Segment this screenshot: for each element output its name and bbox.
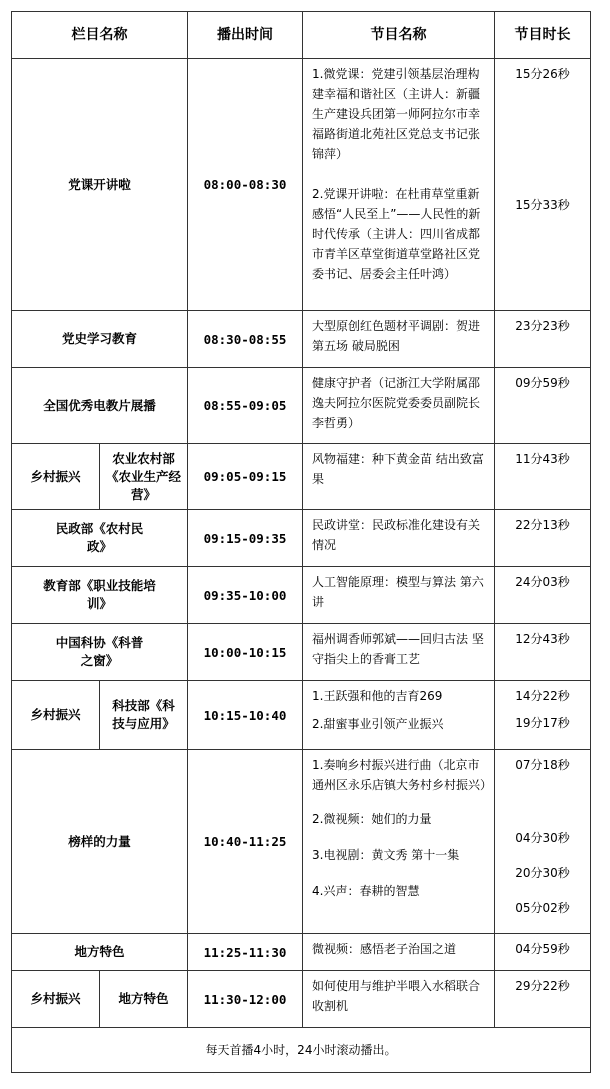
table-row (12, 971, 591, 1028)
program-cell (303, 59, 495, 311)
table-row (12, 510, 591, 567)
duration-item: 04分30秒 (515, 831, 570, 845)
broadcast-time: 08:55-09:05 (188, 368, 303, 444)
column-name: 地方特色 (12, 934, 188, 971)
duration-item: 15分26秒 (515, 67, 570, 81)
duration: 09分59秒 (495, 368, 591, 444)
column-name: 榜样的力量 (12, 750, 188, 934)
header-broadcast-time: 播出时间 (188, 12, 303, 59)
footer-row (12, 1028, 591, 1073)
broadcast-time: 09:05-09:15 (188, 444, 303, 510)
broadcast-time: 10:00-10:15 (188, 624, 303, 681)
program-name: 福州调香师郭斌——回归古法 坚守指尖上的香膏工艺 (303, 624, 495, 681)
table-row (12, 444, 591, 510)
table-row (12, 750, 591, 934)
program-name: 如何使用与维护半喂入水稻联合收割机 (303, 971, 495, 1028)
column-name: 党课开讲啦 (12, 59, 188, 311)
program-item: 3.电视剧：黄文秀 第十一集 (312, 848, 460, 862)
duration: 11分43秒 (495, 444, 591, 510)
program-item: 4.兴声：春耕的智慧 (312, 884, 420, 898)
column-name: 全国优秀电教片展播 (12, 368, 188, 444)
broadcast-time: 11:25-11:30 (188, 934, 303, 971)
sub-column-name: 农业农村部《农业生产经营》 (100, 444, 188, 510)
program-item: 1.奏响乡村振兴进行曲（北京市通州区永乐店镇大务村乡村振兴） (312, 758, 493, 792)
duration: 24分03秒 (495, 567, 591, 624)
header-program-name: 节目名称 (303, 12, 495, 59)
duration-item: 07分18秒 (515, 758, 570, 772)
duration: 23分23秒 (495, 311, 591, 368)
duration: 29分22秒 (495, 971, 591, 1028)
duration: 22分13秒 (495, 510, 591, 567)
schedule-table (11, 11, 591, 1073)
program-item: 2.党课开讲啦：在杜甫草堂重新感悟“人民至上”——人民性的新时代传承（主讲人：四川省成都市青羊区草堂街道草堂路社区党委书记、居委会主任叶鸿） (312, 187, 481, 281)
header-duration: 节目时长 (495, 12, 591, 59)
table-row (12, 567, 591, 624)
duration-item: 19分17秒 (515, 716, 570, 730)
program-name: 人工智能原理：模型与算法 第六讲 (303, 567, 495, 624)
sub-column-name: 科技部《科技与应用》 (100, 681, 188, 750)
schedule-table-wrapper (11, 11, 591, 1073)
program-name: 民政讲堂：民政标准化建设有关情况 (303, 510, 495, 567)
broadcast-time: 10:15-10:40 (188, 681, 303, 750)
column-name: 党史学习教育 (12, 311, 188, 368)
table-row (12, 311, 591, 368)
broadcast-time: 10:40-11:25 (188, 750, 303, 934)
program-name: 健康守护者（记浙江大学附属邵逸夫阿拉尔医院党委委员副院长李哲勇） (303, 368, 495, 444)
broadcast-time: 09:15-09:35 (188, 510, 303, 567)
program-item: 2.甜蜜事业引领产业振兴 (312, 717, 444, 731)
column-name: 乡村振兴 (12, 971, 100, 1028)
column-name: 乡村振兴 (12, 444, 100, 510)
column-name: 教育部《职业技能培训》 (12, 567, 188, 624)
table-row (12, 934, 591, 971)
table-row (12, 59, 591, 311)
broadcast-time: 09:35-10:00 (188, 567, 303, 624)
table-row (12, 681, 591, 750)
duration-item: 05分02秒 (515, 901, 570, 915)
duration-item: 15分33秒 (515, 198, 570, 212)
header-column-name: 栏目名称 (12, 12, 188, 59)
table-row (12, 624, 591, 681)
program-item: 1.王跃强和他的吉育269 (312, 689, 443, 703)
program-name: 微视频：感悟老子治国之道 (303, 934, 495, 971)
footer-note: 每天首播4小时，24小时滚动播出。 (12, 1028, 591, 1073)
column-name: 中国科协《科普之窗》 (12, 624, 188, 681)
program-name: 大型原创红色题材平调剧：贺进 第五场 破局脱困 (303, 311, 495, 368)
program-item: 2.微视频：她们的力量 (312, 812, 432, 826)
header-row (12, 12, 591, 59)
broadcast-time: 08:00-08:30 (188, 59, 303, 311)
duration: 12分43秒 (495, 624, 591, 681)
duration-item: 14分22秒 (515, 689, 570, 703)
broadcast-time: 11:30-12:00 (188, 971, 303, 1028)
duration-cell (495, 681, 591, 750)
duration-item: 20分30秒 (515, 866, 570, 880)
program-name: 风物福建：种下黄金苗 结出致富果 (303, 444, 495, 510)
program-item: 1.微党课：党建引领基层治理构建幸福和谐社区（主讲人：新疆生产建设兵团第一师阿拉尔市幸福路街道北苑社区党总支书记张锦萍） (312, 67, 481, 161)
duration-cell (495, 750, 591, 934)
column-name: 民政部《农村民政》 (12, 510, 188, 567)
table-row (12, 368, 591, 444)
broadcast-time: 08:30-08:55 (188, 311, 303, 368)
column-name: 乡村振兴 (12, 681, 100, 750)
duration: 04分59秒 (495, 934, 591, 971)
sub-column-name: 地方特色 (100, 971, 188, 1028)
program-cell (303, 681, 495, 750)
program-cell (303, 750, 495, 934)
duration-cell (495, 59, 591, 311)
